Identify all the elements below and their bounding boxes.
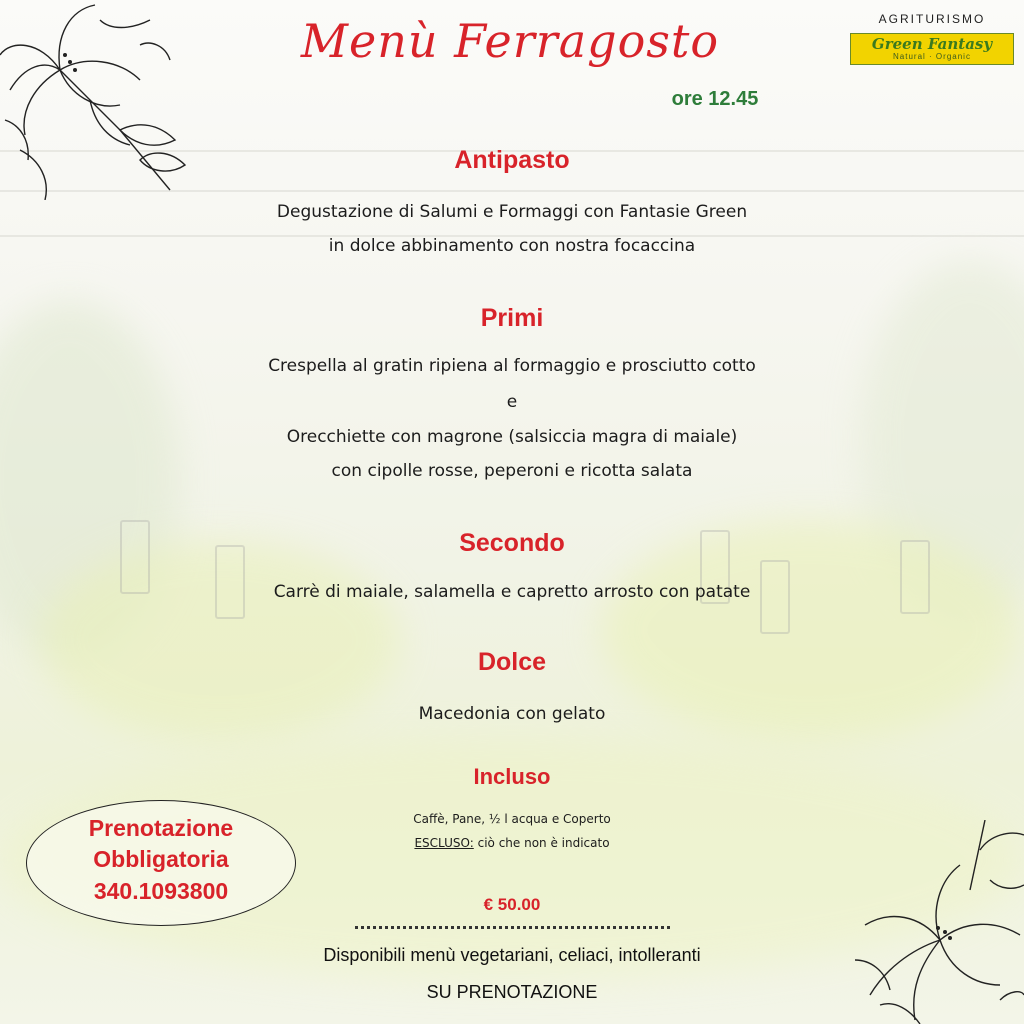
excluded-label: ESCLUSO: xyxy=(414,836,474,850)
reservation-line-1: Prenotazione xyxy=(88,815,234,841)
dotted-divider xyxy=(355,926,670,929)
section-heading-primi: Primi xyxy=(480,304,544,332)
footer-line-1: Disponibili menù vegetariani, celiaci, intolleranti xyxy=(323,945,701,965)
primi-line-3: Orecchiette con magrone (salsiccia magra di maiale) xyxy=(286,427,738,447)
logo-tagline: Natural · Organic xyxy=(893,52,971,61)
footer-line-2: SU PRENOTAZIONE xyxy=(426,982,598,1002)
section-heading-incluso: Incluso xyxy=(473,764,551,789)
logo-name: Green Fantasy xyxy=(871,35,993,53)
menu-title: Menù Ferragosto xyxy=(300,14,720,68)
section-heading-antipasto: Antipasto xyxy=(454,146,570,174)
antipasto-line-2: in dolce abbinamento con nostra focaccina xyxy=(328,236,696,256)
primi-line-2: e xyxy=(506,392,518,412)
primi-line-4: con cipolle rosse, peperoni e ricotta salata xyxy=(331,461,693,481)
excluded-text: ciò che non è indicato xyxy=(477,836,610,850)
primi-line-1: Crespella al gratin ripiena al formaggio e prosciutto cotto xyxy=(268,356,756,376)
section-heading-dolce: Dolce xyxy=(477,648,547,676)
logo-agriturismo-label: AGRITURISMO xyxy=(878,12,986,26)
green-fantasy-logo xyxy=(850,33,1014,65)
incluso-line: Caffè, Pane, ½ l acqua e Coperto xyxy=(413,812,611,826)
secondo-line-1: Carrè di maiale, salamella e capretto arrosto con patate xyxy=(273,582,751,602)
dolce-line-1: Macedonia con gelato xyxy=(418,704,606,724)
antipasto-line-1: Degustazione di Salumi e Formaggi con Fantasie Green xyxy=(276,202,748,222)
reservation-line-2: Obbligatoria xyxy=(93,846,229,872)
reservation-phone: 340.1093800 xyxy=(93,878,229,904)
serving-time: ore 12.45 xyxy=(671,88,759,110)
section-heading-secondo: Secondo xyxy=(459,529,565,557)
menu-price: € 50.00 xyxy=(483,895,541,914)
